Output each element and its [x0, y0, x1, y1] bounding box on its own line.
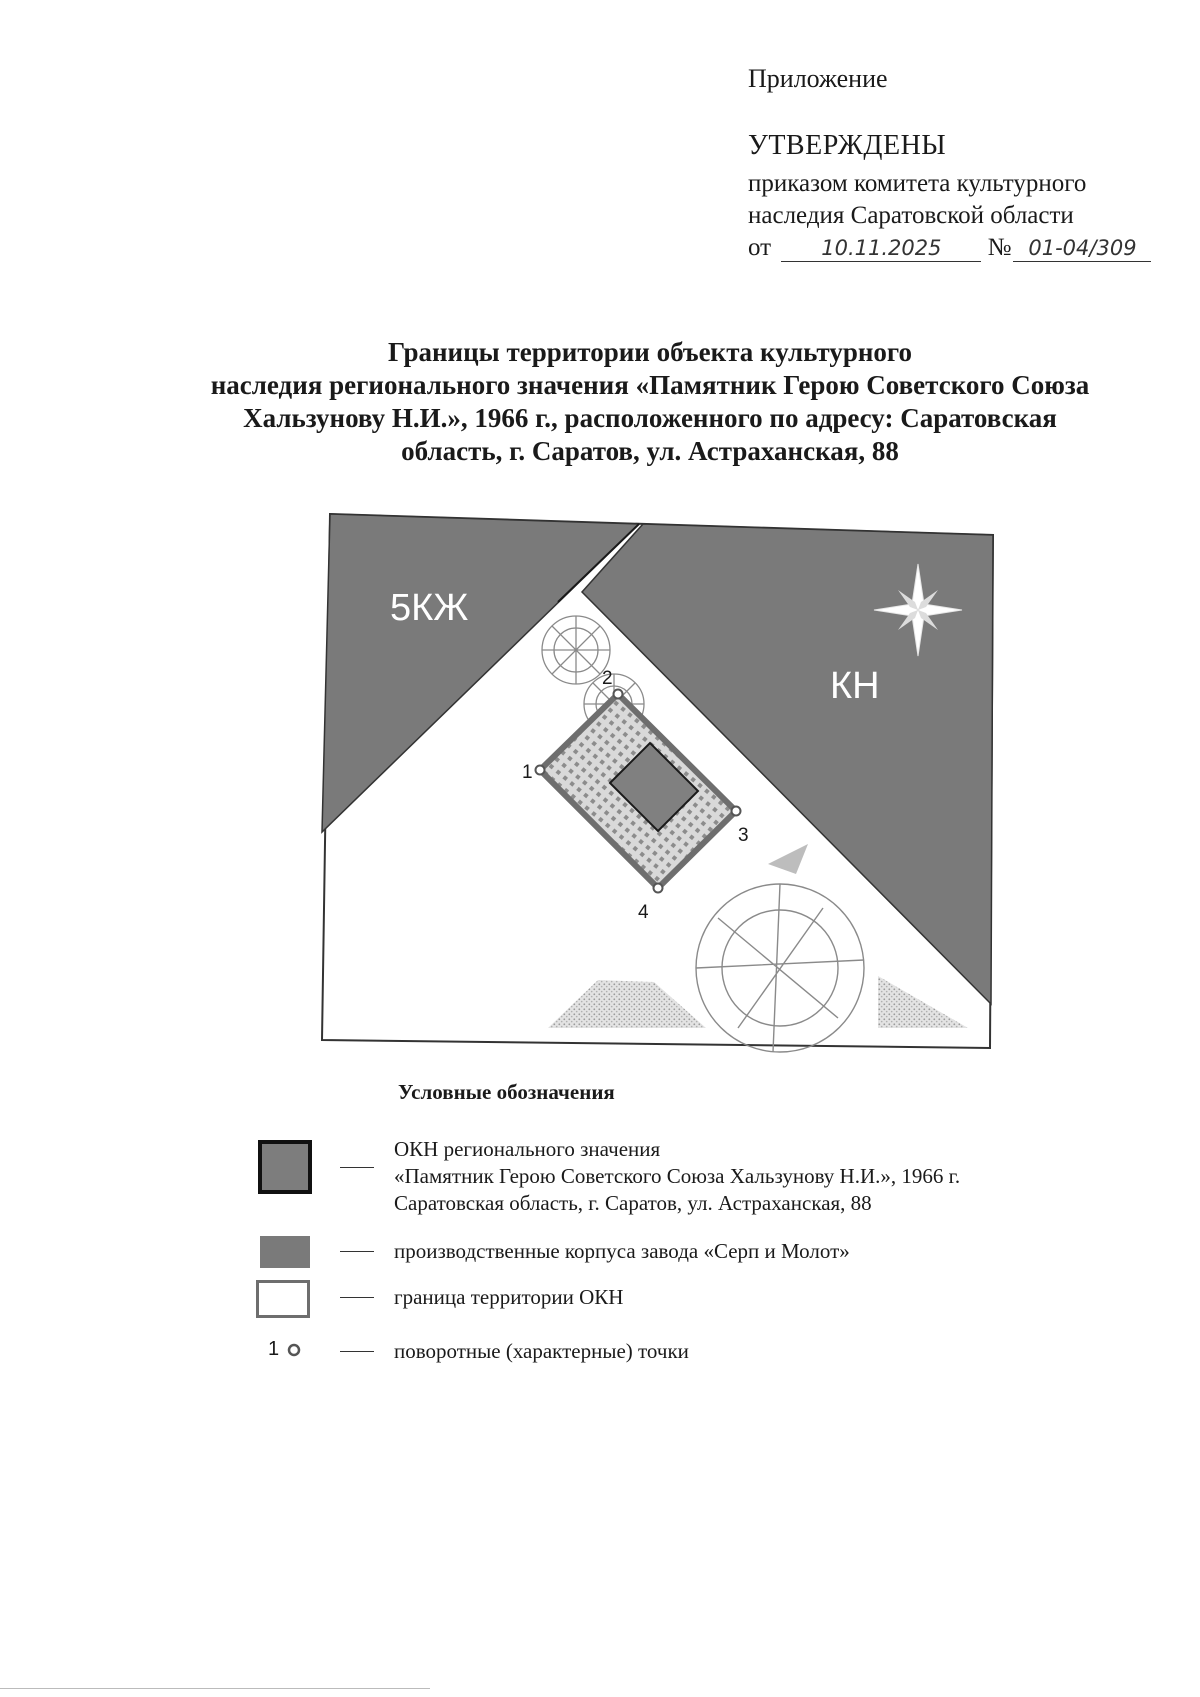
appendix-label: Приложение — [748, 64, 888, 93]
document-title — [170, 336, 1130, 468]
approved-heading: УТВЕРЖДЕНЫ — [748, 130, 947, 161]
zone-label-5kzh: 5КЖ — [390, 587, 469, 629]
order-date-row — [748, 234, 1151, 262]
zone-label-kn: КН — [830, 665, 880, 707]
legend-dash — [340, 1351, 374, 1352]
legend-title: Условные обозначения — [398, 1080, 615, 1104]
legend-text-okn-3: Саратовская область, г. Саратов, ул. Астраханская, 88 — [394, 1191, 872, 1215]
turning-point-icon — [286, 1342, 302, 1358]
legend-text-boundary: граница территории ОКН — [394, 1285, 624, 1309]
point-label-2: 2 — [602, 668, 613, 689]
date-prefix: от — [748, 234, 772, 261]
legend-text-okn-1: ОКН регионального значения — [394, 1137, 661, 1161]
legend-text-okn-2: «Памятник Герою Советского Союза Хальзунову Н.И.», 1966 г. — [394, 1164, 961, 1188]
point-label-3: 3 — [738, 825, 749, 846]
handwritten-date: 10.11.2025 — [781, 236, 981, 262]
point-label-4: 4 — [638, 902, 649, 923]
title-line-4: область, г. Саратов, ул. Астраханская, 88 — [401, 436, 899, 466]
scan-edge-line — [0, 1688, 430, 1689]
legend-dash — [340, 1297, 374, 1298]
number-prefix: № — [987, 234, 1012, 261]
tree-icon — [542, 616, 610, 684]
legend-text-plant: производственные корпуса завода «Серп и Молот» — [394, 1239, 850, 1263]
site-plan-map — [318, 508, 1006, 1056]
handwritten-number: 01-04/309 — [1013, 236, 1151, 262]
legend-dash — [340, 1167, 374, 1168]
point-label-1: 1 — [522, 762, 533, 783]
title-line-1: Границы территории объекта культурного — [387, 337, 913, 367]
legend-swatch-boundary — [256, 1280, 310, 1318]
legend-dash — [340, 1251, 374, 1252]
title-line-3: Хальзунову Н.И.», 1966 г., расположенного по адресу: Саратовская — [243, 403, 1057, 433]
legend-swatch-okn — [258, 1140, 312, 1194]
order-line-2: наследия Саратовской области — [748, 202, 1074, 229]
title-line-2: наследия регионального значения «Памятник Герою Советского Союза — [210, 370, 1090, 400]
legend-point-label: 1 — [268, 1338, 280, 1360]
legend-text-points: поворотные (характерные) точки — [394, 1339, 689, 1363]
order-line-1: приказом комитета культурного — [748, 170, 1087, 197]
legend-swatch-plant — [260, 1236, 310, 1268]
